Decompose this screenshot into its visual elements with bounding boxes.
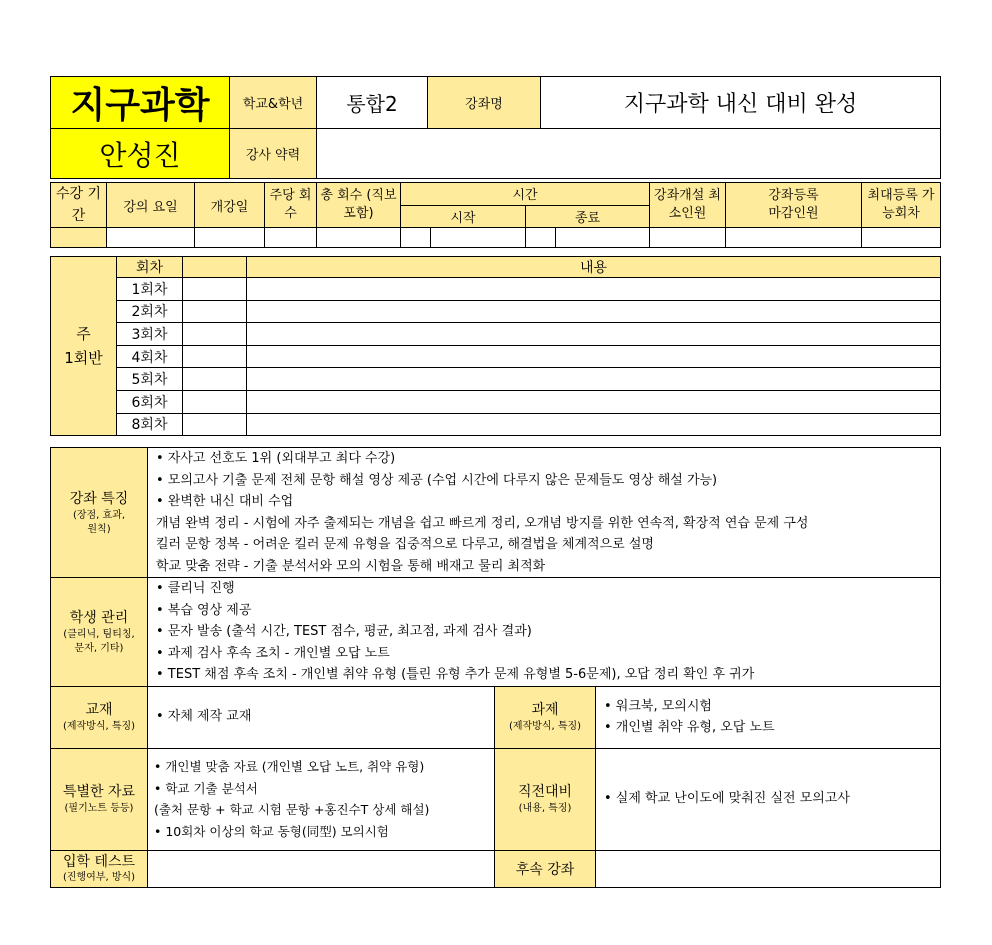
special-line: • 학교 기출 분석서 bbox=[154, 780, 258, 796]
special-label-cell bbox=[51, 748, 148, 850]
schedule-block bbox=[50, 182, 940, 248]
homework-sub: (제작방식, 특징) bbox=[508, 721, 582, 732]
session-label: 8회차 bbox=[117, 413, 183, 436]
special-label: 특별한 자료 bbox=[62, 784, 136, 800]
period-label-cont bbox=[51, 228, 107, 248]
management-sub: (클리닉, 팀티칭, 문자, 기타) bbox=[63, 628, 135, 654]
details-block bbox=[50, 447, 940, 888]
course-name-value: 지구과학 내신 대비 완성 bbox=[541, 77, 941, 129]
final-prep-sub: (내용, 특징) bbox=[518, 803, 572, 814]
management-line: • 과제 검사 후속 조치 - 개인별 오답 노트 bbox=[156, 645, 390, 661]
min-students-label: 강좌개설 최소인원 bbox=[650, 183, 726, 228]
features-content bbox=[148, 448, 941, 578]
start-ampm-value[interactable] bbox=[401, 228, 431, 248]
day-value[interactable] bbox=[107, 228, 195, 248]
school-grade-value: 통합2 bbox=[317, 77, 428, 129]
textbook-line: • 자체 제작 교재 bbox=[156, 709, 252, 725]
session-content[interactable] bbox=[247, 413, 941, 436]
entrance-test-label-cell bbox=[51, 850, 148, 887]
features-line: 개념 완벽 정리 - 시험에 자주 출제되는 개념을 쉽고 빠르게 정리, 오개념 방지를 위한 연속적, 확장적 연습 문제 구성 bbox=[156, 515, 809, 531]
deadline-label: 강좌등록 마감인원 bbox=[726, 183, 862, 228]
sessions-table bbox=[50, 256, 941, 436]
subject-title: 지구과학 bbox=[51, 77, 230, 129]
details-table bbox=[50, 447, 941, 888]
time-label: 시간 bbox=[401, 183, 650, 206]
homework-label: 과제 bbox=[531, 702, 559, 718]
career-value bbox=[317, 129, 941, 179]
textbook-label: 교재 bbox=[85, 702, 113, 718]
special-line: • 10회차 이상의 학교 동형(同型) 모의시험 bbox=[154, 823, 389, 839]
entrance-test-sub: (진행여부, 방식) bbox=[62, 871, 136, 883]
special-content bbox=[148, 748, 495, 850]
session-label: 1회차 bbox=[117, 278, 183, 301]
session-date[interactable] bbox=[183, 345, 247, 368]
max-reg-value[interactable] bbox=[862, 228, 941, 248]
session-label: 2회차 bbox=[117, 300, 183, 323]
header-table bbox=[50, 76, 941, 179]
management-label: 학생 관리 bbox=[69, 609, 129, 626]
management-label-cell bbox=[51, 578, 148, 687]
session-content[interactable] bbox=[247, 345, 941, 368]
weekly-count-value[interactable] bbox=[265, 228, 317, 248]
session-date[interactable] bbox=[183, 413, 247, 436]
features-label-cell bbox=[51, 448, 148, 578]
homework-content bbox=[596, 686, 941, 748]
management-line: • TEST 채점 후속 조치 - 개인별 취약 유형 (틀린 유형 추가 문제 유형별 5-6문제), 오답 정리 확인 후 귀가 bbox=[156, 667, 755, 682]
teacher-name: 안성진 bbox=[51, 129, 230, 179]
session-date[interactable] bbox=[183, 390, 247, 413]
schedule-table bbox=[50, 182, 941, 248]
final-prep-line: • 실제 학교 난이도에 맞춰진 실전 모의고사 bbox=[604, 791, 850, 807]
features-line: 학교 맞춤 전략 - 기출 분석서와 모의 시험을 통해 배재고 물리 최적화 bbox=[156, 558, 546, 574]
final-prep-content bbox=[596, 748, 941, 850]
management-line: • 클리닉 진행 bbox=[156, 581, 235, 596]
entrance-test-value[interactable] bbox=[148, 850, 495, 887]
session-content[interactable] bbox=[247, 323, 941, 346]
session-date[interactable] bbox=[183, 278, 247, 301]
management-line: • 복습 영상 제공 bbox=[156, 602, 252, 618]
features-sub: (장점, 효과, 원칙) bbox=[72, 509, 126, 535]
final-prep-label-cell bbox=[495, 748, 596, 850]
session-label: 5회차 bbox=[117, 368, 183, 391]
management-content bbox=[148, 578, 941, 687]
homework-label-cell bbox=[495, 686, 596, 748]
end-label: 종료 bbox=[526, 205, 650, 228]
features-line: • 자사고 선호도 1위 (외대부고 최다 수강) bbox=[156, 451, 396, 466]
follow-up-label: 후속 강좌 bbox=[495, 850, 596, 887]
min-students-value[interactable] bbox=[650, 228, 726, 248]
course-name-label: 강좌명 bbox=[428, 77, 541, 129]
sessions-block bbox=[50, 256, 940, 436]
end-ampm-value[interactable] bbox=[526, 228, 556, 248]
homework-line: • 워크북, 모의시험 bbox=[604, 698, 712, 714]
special-line: (출처 문항 + 학교 시험 문항 +홍진수T 상세 해설) bbox=[154, 802, 430, 817]
session-label: 3회차 bbox=[117, 323, 183, 346]
session-content[interactable] bbox=[247, 390, 941, 413]
textbook-label-cell bbox=[51, 686, 148, 748]
session-col-header: 회차 bbox=[117, 257, 183, 278]
period-label: 수강 기간 bbox=[51, 183, 107, 228]
content-col-header: 내용 bbox=[247, 257, 941, 278]
deadline-value[interactable] bbox=[726, 228, 862, 248]
school-grade-label: 학교&학년 bbox=[230, 77, 317, 129]
session-content[interactable] bbox=[247, 368, 941, 391]
session-date[interactable] bbox=[183, 368, 247, 391]
weekly-count-label: 주당 회수 bbox=[265, 183, 317, 228]
max-reg-label: 최대등록 가능회차 bbox=[862, 183, 941, 228]
end-value[interactable] bbox=[556, 228, 650, 248]
features-line: • 모의고사 기출 문제 전체 문항 해설 영상 제공 (수업 시간에 다루지 않은 문제들도 영상 해설 가능) bbox=[156, 472, 718, 488]
features-line: • 완벽한 내신 대비 수업 bbox=[156, 494, 294, 509]
session-blank-header bbox=[183, 257, 247, 278]
textbook-content bbox=[148, 686, 495, 748]
start-label: 시작 bbox=[401, 205, 526, 228]
homework-line: • 개인별 취약 유형, 오답 노트 bbox=[604, 720, 775, 735]
entrance-test-label: 입학 테스트 bbox=[62, 853, 136, 870]
session-date[interactable] bbox=[183, 300, 247, 323]
open-date-label: 개강일 bbox=[195, 183, 265, 228]
session-group-label: 주 1회반 bbox=[51, 257, 117, 436]
total-count-value[interactable] bbox=[317, 228, 401, 248]
session-date[interactable] bbox=[183, 323, 247, 346]
day-label: 강의 요일 bbox=[107, 183, 195, 228]
special-sub: (필기노트 등등) bbox=[64, 803, 134, 814]
session-label: 4회차 bbox=[117, 345, 183, 368]
career-label: 강사 약력 bbox=[230, 129, 317, 179]
session-content[interactable] bbox=[247, 278, 941, 301]
session-label: 6회차 bbox=[117, 390, 183, 413]
total-count-label: 총 회수 (직보포함) bbox=[317, 183, 401, 228]
textbook-sub: (제작방식, 특징) bbox=[62, 721, 136, 732]
management-line: • 문자 발송 (출석 시간, TEST 점수, 평균, 최고점, 과제 검사 결과) bbox=[156, 624, 532, 639]
session-content[interactable] bbox=[247, 300, 941, 323]
header-block bbox=[50, 76, 940, 179]
open-date-value[interactable] bbox=[195, 228, 265, 248]
features-line: 킬러 문항 정복 - 어려운 킬러 문제 유형을 집중적으로 다루고, 해결법을 체계적으로 설명 bbox=[156, 537, 654, 552]
special-line: • 개인별 맞춤 자료 (개인별 오답 노트, 취약 유형) bbox=[154, 759, 425, 774]
start-value[interactable] bbox=[431, 228, 526, 248]
final-prep-label: 직전대비 bbox=[517, 784, 573, 800]
follow-up-value[interactable] bbox=[596, 850, 941, 887]
features-label: 강좌 특징 bbox=[69, 490, 129, 507]
